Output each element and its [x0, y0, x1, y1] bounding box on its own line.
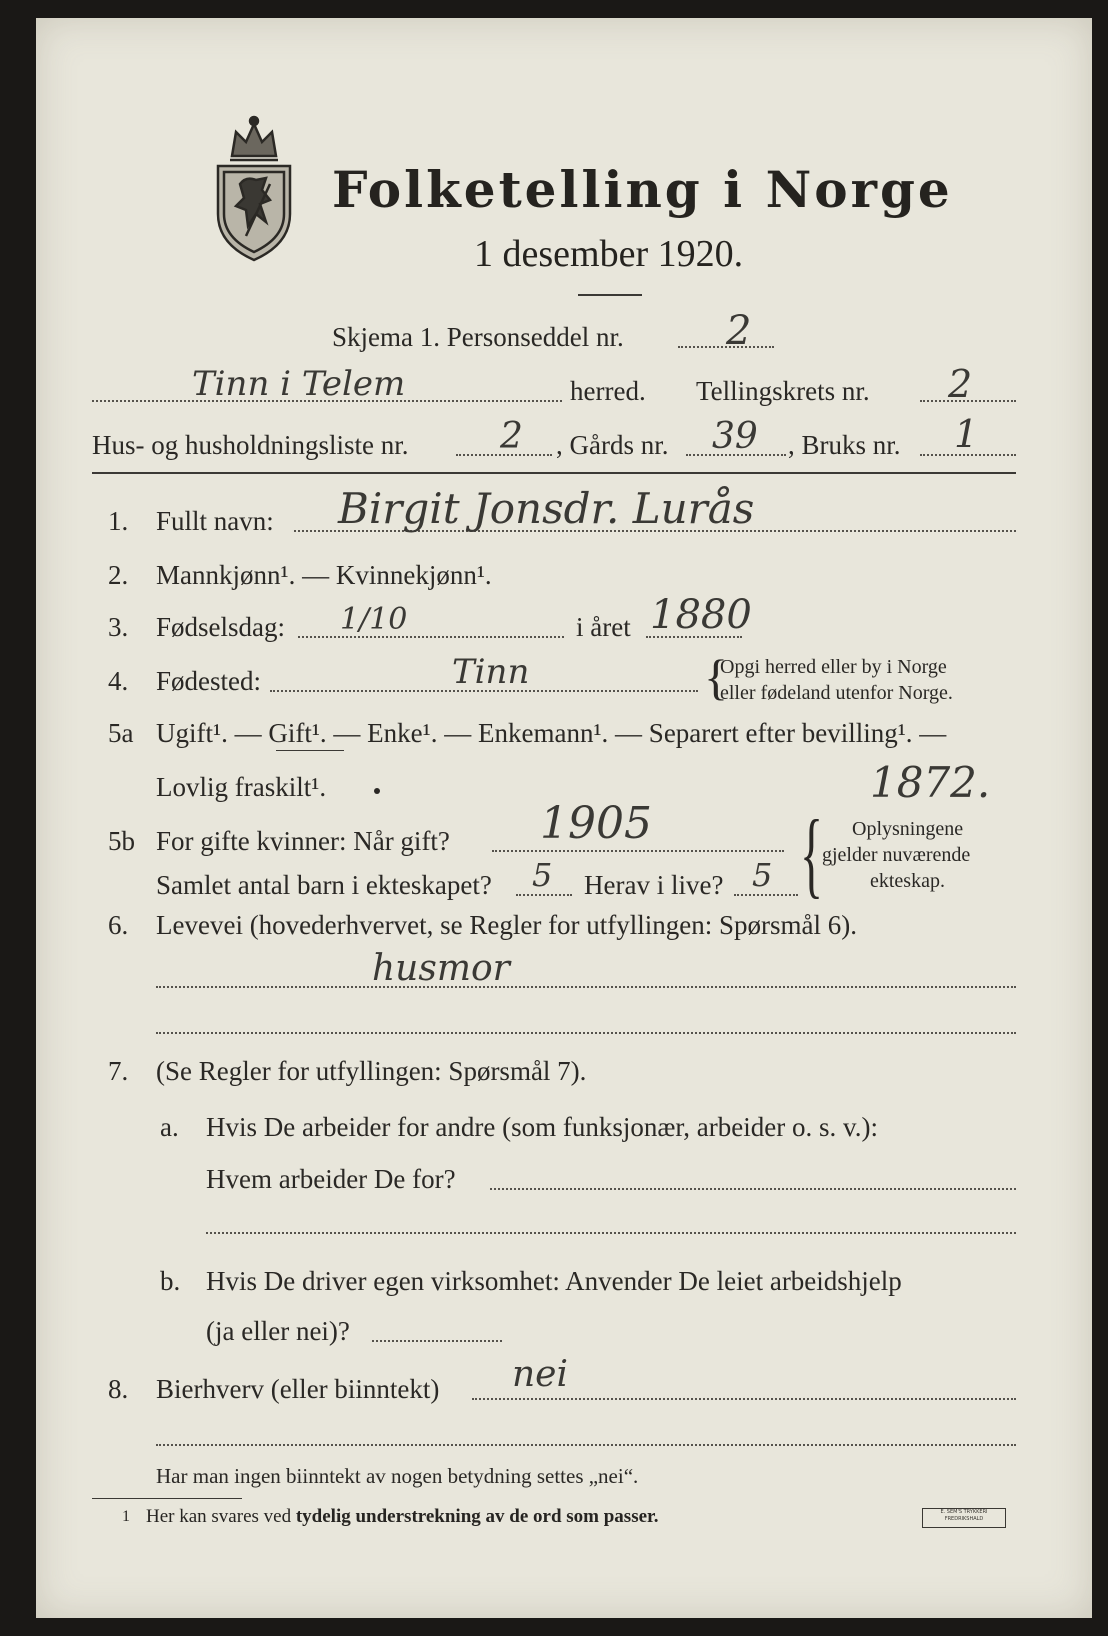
q5a-label: Ugift¹. — Gift¹. — Enke¹. — Enkemann¹. — Separert efter bevilling¹. —	[156, 718, 947, 748]
gift-underline	[276, 750, 344, 751]
q3-number: 3.	[108, 612, 129, 642]
printer-stamp: E. SEM'S TRYKKERI FREDRIKSHALD	[922, 1508, 1006, 1528]
q4-note-line1: Opgi herred eller by i Norge	[720, 656, 947, 678]
q5b-label-line2: Samlet antal barn i ekteskapet?	[156, 870, 492, 900]
alive-count-value[interactable]: 5	[752, 856, 773, 894]
tellingskrets-label: Tellingskrets nr.	[696, 376, 870, 406]
q8-label: Bierhverv (eller biinntekt)	[156, 1374, 440, 1404]
tellingskrets-number[interactable]: 2	[948, 362, 973, 406]
alive-label: Herav i live?	[584, 870, 724, 900]
q5b-note-line2: gjelder nuværende	[822, 844, 971, 866]
herred-label: herred.	[570, 376, 646, 406]
q6-label: Levevei (hovederhvervet, se Regler for utfyllingen: Spørsmål 6).	[156, 910, 858, 940]
bruks-label: , Bruks nr.	[788, 430, 901, 460]
q5b-brace: {	[800, 800, 824, 907]
q7b-label: Hvis De driver egen virksomhet: Anvender De leiet arbeidshjelp	[206, 1266, 902, 1296]
q6-dotline-1	[156, 986, 1016, 988]
header-divider	[92, 472, 1016, 474]
q4-note-line2: eller fødeland utenfor Norge.	[720, 682, 953, 704]
q7a-label-line2: Hvem arbeider De for?	[206, 1164, 456, 1194]
q4-number: 4.	[108, 666, 129, 696]
q7b-letter: b.	[160, 1266, 181, 1296]
birth-date-value[interactable]: 1/10	[340, 602, 408, 637]
occupation-value[interactable]: husmor	[372, 948, 510, 989]
q5a-label-line2: Lovlig fraskilt¹.	[156, 772, 327, 802]
q5b-note-line3: ekteskap.	[870, 870, 945, 892]
q8-dotline	[472, 1398, 1016, 1400]
q3-dotline	[298, 636, 564, 638]
q7b-label-line2: (ja eller nei)?	[206, 1316, 350, 1346]
bruks-number[interactable]: 1	[954, 412, 979, 456]
q5b-dotline	[492, 850, 784, 852]
q7a-dotline-2	[206, 1232, 1016, 1234]
margin-year-note: 1872.	[870, 758, 991, 807]
husholdningsliste-number[interactable]: 2	[500, 416, 523, 457]
marriage-year-value[interactable]: 1905	[540, 798, 652, 849]
footnote-text-plain: Her kan svares ved	[146, 1506, 292, 1527]
q3-label: Fødselsdag:	[156, 612, 286, 642]
personseddel-number[interactable]: 2	[726, 308, 752, 354]
footnote-rule	[92, 1498, 242, 1499]
full-name-value[interactable]: Birgit Jonsdr. Lurås	[338, 484, 755, 533]
q4-brace: {	[704, 649, 728, 705]
gards-label: , Gårds nr.	[556, 430, 669, 460]
children-dotline	[516, 894, 572, 896]
skjema-label: Skjema 1. Personseddel nr.	[332, 322, 624, 352]
footnote-text	[146, 1506, 658, 1528]
footer-note: Har man ingen biinntekt av nogen betydning settes „nei“.	[156, 1464, 639, 1488]
year-label: i året	[576, 612, 631, 642]
q6-dotline-2	[156, 1032, 1016, 1034]
q7a-label: Hvis De arbeider for andre (som funksjonær, arbeider o. s. v.):	[206, 1112, 878, 1142]
q7a-dotline	[490, 1188, 1016, 1190]
q6-number: 6.	[108, 910, 129, 940]
q8-dotline-2	[156, 1444, 1016, 1446]
alive-dotline	[734, 894, 798, 896]
q2-label: Mannkjønn¹. — Kvinnekjønn¹.	[156, 560, 492, 590]
footnote-number: 1	[122, 1508, 130, 1525]
census-date: 1 desember 1920.	[474, 233, 744, 275]
side-income-value[interactable]: nei	[512, 1354, 569, 1395]
q2-number: 2.	[108, 560, 129, 590]
q8-number: 8.	[108, 1374, 129, 1404]
q7-label: (Se Regler for utfyllingen: Spørsmål 7).	[156, 1056, 587, 1086]
title-divider	[578, 294, 642, 296]
coat-of-arms-icon	[212, 114, 296, 264]
footnote-text-bold: tydelig understrekning av de ord som passer.	[295, 1506, 659, 1527]
form-title: Folketelling i Norge	[332, 160, 953, 219]
q7-number: 7.	[108, 1056, 129, 1086]
birthplace-value[interactable]: Tinn	[452, 652, 530, 692]
q4-label: Fødested:	[156, 666, 261, 696]
ink-dot	[374, 788, 380, 794]
children-count-value[interactable]: 5	[532, 856, 553, 894]
husholdningsliste-label: Hus- og husholdningsliste nr.	[92, 430, 409, 460]
gards-number[interactable]: 39	[712, 416, 758, 457]
census-form	[36, 18, 1092, 1618]
q7a-letter: a.	[160, 1112, 179, 1142]
q5a-number: 5a	[108, 718, 134, 748]
q1-number: 1.	[108, 506, 129, 536]
q5b-number: 5b	[108, 826, 135, 856]
herred-value[interactable]: Tinn i Telem	[192, 364, 406, 404]
q1-label: Fullt navn:	[156, 506, 274, 536]
q5b-note-line1: Oplysningene	[852, 818, 964, 840]
q7b-dotline	[372, 1340, 502, 1342]
q5b-label: For gifte kvinner: Når gift?	[156, 826, 450, 856]
birth-year-value[interactable]: 1880	[650, 592, 752, 638]
